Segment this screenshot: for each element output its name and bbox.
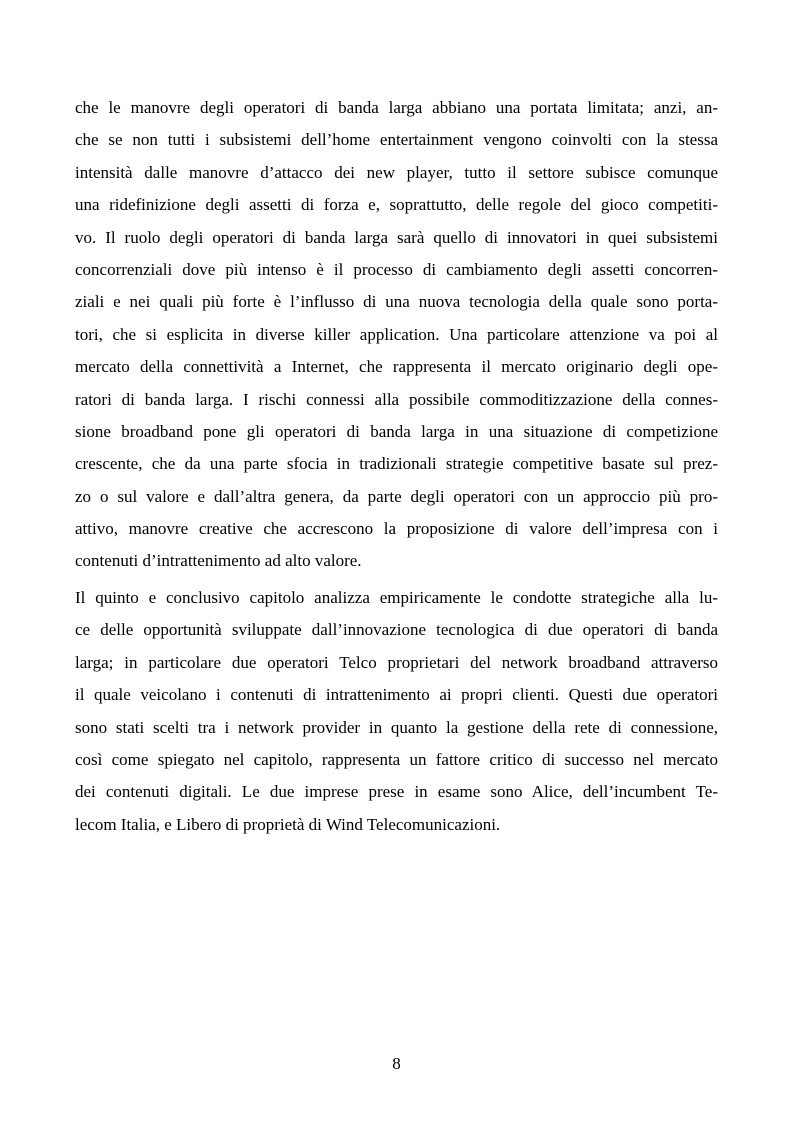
text-line: dei contenuti digitali. Le due imprese prese in esame sono Alice, dell’incumbent Te- [75, 782, 718, 802]
body-paragraph-2 [75, 582, 718, 841]
text-line: contenuti d’intrattenimento ad alto valore. [75, 551, 362, 571]
text-line: mercato della connettività a Internet, che rappresenta il mercato originario degli ope- [75, 357, 718, 377]
text-line: zo o sul valore e dall’altra genera, da parte degli operatori con un approccio più pro- [75, 486, 718, 506]
text-line: sione broadband pone gli operatori di banda larga in una situazione di competizione [75, 421, 718, 441]
text-line: crescente, che da una parte sfocia in tradizionali strategie competitive basate sul prez- [75, 454, 718, 474]
text-line: ziali e nei quali più forte è l’influsso di una nuova tecnologia della quale sono porta- [75, 292, 718, 312]
text-line: così come spiegato nel capitolo, rappresenta un fattore critico di successo nel mercato [75, 749, 718, 769]
text-line: una ridefinizione degli assetti di forza e, soprattutto, delle regole del gioco competiti- [75, 195, 718, 215]
text-line: tori, che si esplicita in diverse killer application. Una particolare attenzione va poi al [75, 324, 718, 344]
text-line: che se non tutti i subsistemi dell’home entertainment vengono coinvolti con la stessa [75, 130, 718, 150]
text-line: sono stati scelti tra i network provider in quanto la gestione della rete di connessione, [75, 717, 718, 737]
text-line: ce delle opportunità sviluppate dall’innovazione tecnologica di due operatori di banda [75, 620, 718, 640]
text-line: intensità dalle manovre d’attacco dei new player, tutto il settore subisce comunque [75, 162, 718, 182]
body-paragraph-1 [75, 92, 718, 578]
text-line: Il quinto e conclusivo capitolo analizza empiricamente le condotte strategiche alla lu- [75, 588, 718, 607]
page-number: 8 [392, 1054, 401, 1073]
text-line: lecom Italia, e Libero di proprietà di Wind Telecomunicazioni. [75, 814, 501, 834]
text-line: che le manovre degli operatori di banda larga abbiano una portata limitata; anzi, an- [75, 98, 718, 117]
text-line: vo. Il ruolo degli operatori di banda larga sarà quello di innovatori in quei subsistemi [75, 227, 718, 247]
text-line: ratori di banda larga. I rischi connessi alla possibile commoditizzazione della connes- [75, 389, 718, 409]
text-line: il quale veicolano i contenuti di intrattenimento ai propri clienti. Questi due operatori [75, 685, 718, 705]
text-line: attivo, manovre creative che accrescono la proposizione di valore dell’impresa con i [75, 519, 718, 539]
text-line: larga; in particolare due operatori Telco proprietari del network broadband attraverso [75, 652, 718, 672]
text-line: concorrenziali dove più intenso è il processo di cambiamento degli assetti concorren- [75, 259, 718, 279]
